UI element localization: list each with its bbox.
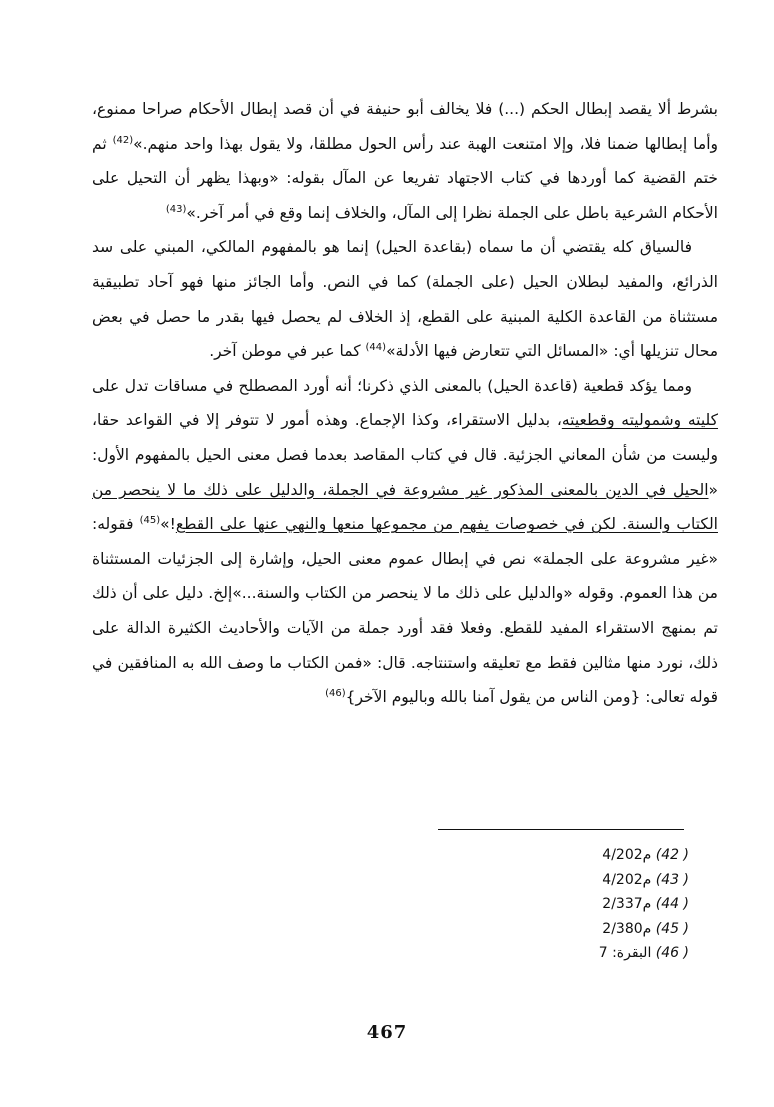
text-run: !»	[160, 515, 176, 534]
footnote	[420, 892, 689, 917]
footnote-text: م4/202	[602, 871, 656, 888]
footnote-number: ( 46)	[655, 945, 689, 962]
footnote-number: ( 43)	[655, 871, 689, 888]
paragraph	[92, 369, 718, 715]
paragraph	[92, 230, 718, 368]
footnote	[420, 941, 689, 966]
footnote-ref: (46)	[325, 687, 346, 699]
underlined-text: كليته وشموليته وقطعيته	[561, 411, 719, 430]
text-run: بشرط ألا يقصد إبطال الحكم (...) فلا يخالف أبو حنيفة في أن قصد إبطال الأحكام صراحا ممنوع، وأما إبطالها ضمنا فلا، وإلا امتنعت الهبة عند رأس الحول مطلقا، ولا يقول بهذا واحد منهم.»	[92, 100, 718, 153]
footnote-text: م4/202	[602, 847, 656, 863]
underlined-text: الحيل في الدين بالمعنى المذكور غير مشروعة في الجملة، والدليل على ذلك ما لا ينحصر من الكتاب والسنة. لكن في خصوصات يفهم من مجموعها منعها والنهي عنها على القطع	[92, 480, 718, 534]
footnote	[420, 917, 689, 942]
footnote-number: ( 44)	[655, 896, 689, 913]
text-run: كما عبر في موطن آخر.	[209, 342, 366, 361]
text-run: فقوله: «غير مشروعة على الجملة» نص في إبطال عموم معنى الحيل، وإشارة إلى الجزئيات المستثناة من هذا العموم. وقوله «والدليل على ذلك ما لا ينحصر من الكتاب والسنة...»إلخ. دليل على أن ذلك تم بمنهج الاستقراء المفيد للقطع. وفعلا فقد أورد جملة من الآيات والأحاديث الكثيرة الدالة على ذلك، نورد منها مثالين فقط مع تعليقه واستنتاجه. قال: «فمن الكتاب ما وصف الله به المنافقين في قوله تعالى: {ومن الناس من يقول آمنا بالله وباليوم الآخر}	[92, 515, 718, 707]
footnotes	[420, 843, 689, 966]
text-run: فالسياق كله يقتضي أن ما سماه (بقاعدة الحيل) إنما هو بالمفهوم المالكي، المبني على سد الذرائع، والمفيد لبطلان الحيل (على الجملة) كما في النص. وأما الجائز منها فهو آحاد تطبيقية مستثناة من القاعدة الكلية المبنية على القطع، إذ الخلاف لم يحصل فيها بقدر ما حصل في بعض محال تنزيلها أي: «المسائل التي تتعارض فيها الأدلة»	[92, 238, 718, 361]
text-run: ومما يؤكد قطعية (قاعدة الحيل) بالمعنى الذي ذكرنا؛ أنه أورد المصطلح في مساقات تدل على	[92, 376, 692, 395]
footnote-text: م2/380	[602, 920, 656, 937]
footnote-text: م2/337	[602, 896, 656, 913]
footnote-ref: (44)	[365, 342, 387, 353]
footnote-ref: (42)	[112, 134, 134, 146]
main-text	[92, 92, 718, 715]
footnote-text: البقرة: 7	[598, 945, 656, 962]
footnote-number: ( 42)	[655, 847, 689, 863]
footnote-ref: (45)	[139, 514, 161, 526]
footnote	[420, 868, 689, 893]
text-run: ، بدليل الاستقراء، وكذا الإجماع. وهذه أمور لا تتوفر إلا في القواعد حقا، وليست من شأن المعاني الجزئية. قال في كتاب المقاصد بعدما فصل معنى الحيل بالمفهوم الأول: «	[92, 411, 718, 499]
footnote	[420, 843, 689, 868]
footnote-separator	[438, 829, 684, 830]
page-number: 467	[366, 1022, 408, 1043]
footnote-ref: (43)	[165, 203, 187, 215]
footnote-number: ( 45)	[655, 920, 689, 937]
text-run: ثم ختم القضية كما أوردها في كتاب الاجتهاد تفريعا عن المآل بقوله: «وبهذا يظهر أن التحيل على الأحكام الشرعية باطل على الجملة نظرا إلى المآل، والخلاف إنما وقع في أمر آخر.»	[92, 134, 718, 222]
paragraph	[92, 92, 718, 230]
